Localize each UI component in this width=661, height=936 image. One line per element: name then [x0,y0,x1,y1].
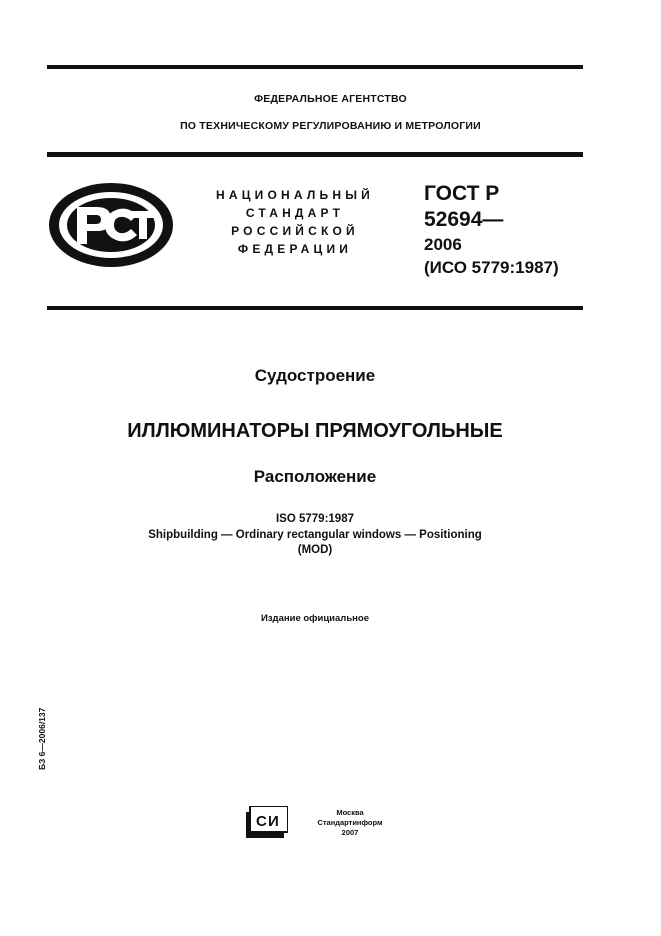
publisher-year: 2007 [341,828,359,837]
main-title: ИЛЛЮМИНАТОРЫ ПРЯМОУГОЛЬНЫЕ [127,420,503,442]
category-title: Судостроение [254,366,376,385]
edition-label: Издание официальное [261,613,369,624]
publisher-logo-icon [246,806,288,838]
gost-year: 2006 [424,235,462,254]
agency-line-2: ПО ТЕХНИЧЕСКОМУ РЕГУЛИРОВАНИЮ И МЕТРОЛОГИИ [180,120,481,132]
header-rule [47,152,583,157]
agency-line-1: ФЕДЕРАЛЬНОЕ АГЕНТСТВО [254,93,407,105]
national-line-2: СТАНДАРТ [245,206,345,220]
standard-rule [47,306,583,310]
iso-number: ISO 5779:1987 [275,513,354,525]
svg-text:C: C [256,813,267,830]
svg-text:И: И [268,813,279,830]
publisher-city: Москва [336,808,364,817]
gost-number: 52694— [424,208,504,231]
publisher-name: Стандартинформ [317,818,383,827]
iso-mod: (MOD) [297,544,333,556]
national-line-3: РОССИЙСКОЙ [231,224,359,238]
national-line-4: ФЕДЕРАЦИИ [237,242,353,256]
rst-logo-icon [47,181,175,269]
subtitle: Расположение [253,467,377,486]
top-rule [47,65,583,69]
iso-reference: (ИСО 5779:1987) [424,258,559,277]
national-line-1: НАЦИОНАЛЬНЫЙ [215,188,375,202]
gost-label: ГОСТ Р [424,182,500,205]
iso-english-title: Shipbuilding — Ordinary rectangular windows — Positioning [148,529,482,541]
side-code: БЗ 6—2006/137 [37,707,47,770]
